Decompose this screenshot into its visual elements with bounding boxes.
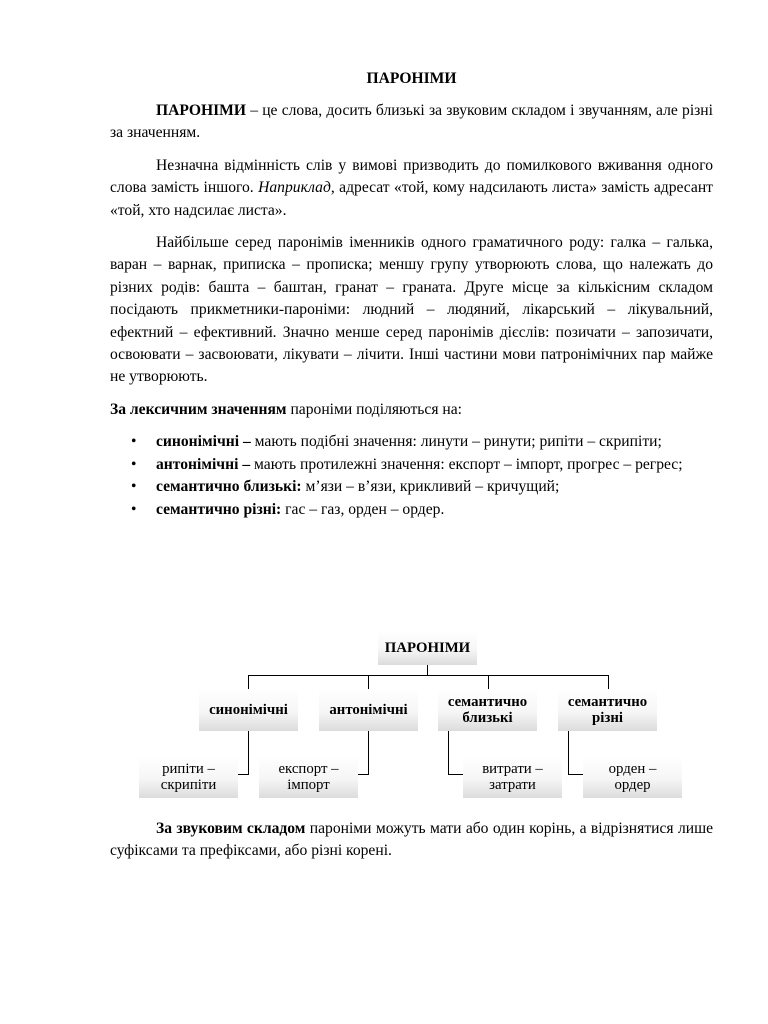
list-item-text: м’язи – в’язи, крикливий – кричущий; — [301, 478, 560, 496]
list-item-text: гас – газ, орден – ордер. — [281, 500, 445, 518]
connector-line — [368, 675, 369, 689]
list-item-text: мають подібні значення: линути – ринути; рипіти – скрипіти; — [250, 433, 662, 451]
closing-lead-bold: За звуковим складом — [156, 820, 306, 837]
connector-line — [248, 675, 609, 676]
example-label: Наприклад — [258, 179, 331, 197]
connector-line — [368, 731, 369, 775]
list-item-term: синонімічні – — [156, 433, 251, 451]
diagram-category: антонімічні — [319, 689, 418, 731]
list-item-text: мають протилежні значення: експорт – імпорт, прогрес – регрес; — [250, 455, 683, 473]
connector-line — [238, 774, 249, 775]
lexical-lead — [110, 399, 713, 421]
bullet-icon: • — [131, 478, 137, 496]
list-item-term: семантично близькі: — [156, 478, 302, 496]
connector-line — [448, 774, 463, 775]
intro-definition: – це слова, досить близькі за звуковим складом і звучанням, але різні за значенням. — [110, 102, 713, 142]
lexical-lead-bold: За лексичним значенням — [110, 400, 287, 418]
connector-line — [358, 774, 369, 775]
paragraph-3: Найбільше серед паронімів іменників одного граматичного роду: галка – галька, варан – варнак, приписка – прописка; меншу групу утворюють слова, що належать до різних родів: башта – баштан, гранат – граната. Друге місце за кількісним складом посідають прикметники-пароніми: людний – людяний, лікарський – лікувальний, ефектний – ефективний. Значно менше серед паронімів дієслів: позичати – запозичати, освоювати – засвоювати, лікувати – лічити. Інші частини мови патронімічних пар майже не утворюють. — [110, 234, 713, 386]
lexical-lead-rest: пароніми поділяються на: — [286, 400, 462, 418]
diagram-example: витрати – затрати — [463, 756, 562, 798]
closing-rest: пароніми можуть мати або один корінь, а відрізнятися лише суфіксами та префіксами, або різні корені. — [110, 820, 714, 860]
paragraph-2-part1: Незначна відмінність слів у вимові призводить до помилкового вживання одного слова замість іншого. — [110, 156, 713, 197]
list-item — [131, 454, 713, 476]
list-item — [131, 431, 713, 453]
document-body — [110, 68, 713, 521]
connector-line — [448, 731, 449, 775]
connector-line — [568, 731, 569, 775]
list-item — [131, 476, 713, 498]
intro-paragraph — [110, 100, 713, 145]
list-item-term: антонімічні – — [156, 455, 251, 473]
bullet-icon: • — [131, 455, 137, 473]
intro-term: ПАРОНІМИ — [156, 102, 246, 119]
diagram-example: експорт – імпорт — [259, 756, 358, 798]
connector-line — [608, 675, 609, 689]
bullet-icon: • — [131, 500, 137, 518]
diagram-example: рипіти – скрипіти — [139, 756, 238, 798]
closing-paragraph — [110, 818, 713, 863]
connector-line — [248, 675, 249, 689]
bullet-icon: • — [131, 433, 137, 451]
diagram-root: ПАРОНІМИ — [378, 631, 477, 665]
list-item-term: семантично різні: — [156, 500, 282, 518]
paragraph-2-part2: , адресат «той, кому надсилають листа» замість адресант «той, хто надсилає листа». — [110, 179, 713, 219]
connector-line — [427, 665, 428, 675]
connector-line — [488, 675, 489, 689]
connector-line — [248, 731, 249, 775]
diagram-category: семантично близькі — [438, 689, 537, 731]
paragraph-2 — [110, 155, 713, 222]
list-item — [131, 499, 713, 521]
connector-line — [568, 774, 583, 775]
diagram-example: орден – ордер — [583, 756, 682, 798]
lexical-list — [110, 431, 713, 521]
diagram-category: семантично різні — [558, 689, 657, 731]
page-title: ПАРОНІМИ — [366, 70, 457, 87]
diagram-category: синонімічні — [199, 689, 298, 731]
